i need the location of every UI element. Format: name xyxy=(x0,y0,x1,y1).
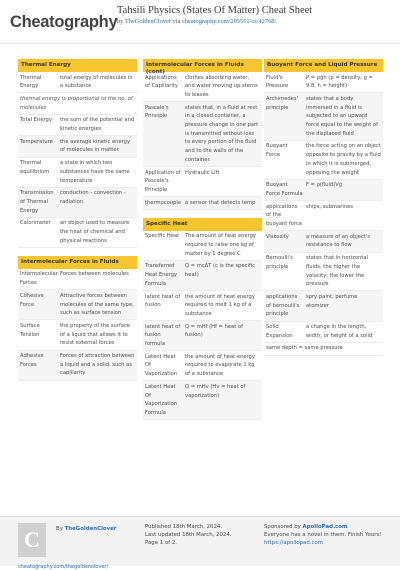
author-link[interactable]: TheGoldenClover xyxy=(124,18,172,25)
row-definition: conduction - convection - radiation xyxy=(60,190,126,205)
table-row xyxy=(264,231,383,252)
row-definition: the force acting on an object opposite to gravity by a fluid in which it is submerged, opposing the weight xyxy=(306,143,381,176)
footer-sponsor-block xyxy=(264,523,389,548)
published-date: Published 18th March, 2024. xyxy=(145,524,223,530)
row-definition: the amount of heat energy required to melt 1 kg of a substance xyxy=(185,293,255,317)
sponsor-link[interactable]: ApolloPad.com xyxy=(302,524,348,530)
row-definition: states that a body immersed in a fluid is subjected to an upward force equal to the weight of the displaced fluid xyxy=(306,95,378,137)
via-text: via xyxy=(172,18,181,25)
table-row xyxy=(143,167,262,197)
table-row xyxy=(143,197,262,210)
row-term: Thermal Energy xyxy=(20,74,42,90)
page-header xyxy=(0,0,400,44)
row-term: Buoyant Force Formula xyxy=(266,182,303,197)
table-row xyxy=(264,93,383,141)
table-row xyxy=(18,320,137,350)
table-row xyxy=(143,351,262,381)
footer-author-url-link[interactable]: cheatography.com/thegoldenclover/ xyxy=(18,564,109,570)
row-term: Surface Tension xyxy=(20,322,40,338)
table-row xyxy=(18,188,137,218)
sheet-url-link[interactable]: cheatography.com/205551/cs/42768/ xyxy=(182,18,277,25)
row-definition: Hydraulic Lift xyxy=(185,169,220,176)
sponsor-prefix: Sponsored by xyxy=(264,524,301,530)
row-definition: a sensor that detects temp xyxy=(185,199,256,206)
table-row xyxy=(264,180,383,201)
row-definition: F = ρ(fluid)Vg xyxy=(306,182,343,189)
sponsor-url-link[interactable]: https://apollopad.com xyxy=(264,540,324,547)
row-definition: a measure of an object's resistance to flow xyxy=(306,233,370,249)
section-intermolecular-forces xyxy=(18,256,137,381)
footer-author-link[interactable]: TheGoldenClover xyxy=(64,526,117,532)
row-definition: the average kinetic energy of molecules in matter xyxy=(60,138,131,154)
row-term: applications of the buoyant force xyxy=(266,203,303,228)
row-definition: The amount of heat energy required to raise one kg of matter by 1 degree C xyxy=(185,233,257,257)
table-row xyxy=(143,261,262,291)
row-term: thermocouple xyxy=(145,199,182,206)
table-row xyxy=(264,201,383,231)
table-row xyxy=(264,141,383,180)
section-note: thermal energy is proportional to the no. of molecules xyxy=(18,93,137,114)
column-3 xyxy=(264,59,383,356)
row-definition: the property of the surface of a liquid that allows it to resist external forces xyxy=(60,322,131,347)
table-row xyxy=(143,231,262,261)
row-definition: Q = mHv (Hv = heat of vaporization) xyxy=(185,383,246,399)
row-definition: the sum of the potential and kinetic energies xyxy=(60,117,135,133)
title-block xyxy=(117,4,397,27)
page-number: Page 1 of 2. xyxy=(145,540,177,547)
section-heading: Buoyant Force and Liquid Pressure xyxy=(264,59,383,72)
section-spacer xyxy=(143,210,262,218)
row-term: Transferred Heat Energy Formula xyxy=(145,263,178,287)
page-footer xyxy=(0,516,400,570)
by-prefix: by xyxy=(117,18,124,25)
byline xyxy=(117,17,397,27)
section-heading: Intermolecular Forces in Fluids (cont) xyxy=(143,59,262,72)
row-term: Transmission of Thermal Energy xyxy=(20,190,54,214)
row-definition: Forces of attraction between a liquid and a solid, such as capillarity xyxy=(60,353,135,377)
row-definition: an object used to measure the heat of chemical and physical reactions xyxy=(60,220,130,244)
row-term: latent heat of fusion formula xyxy=(145,323,181,348)
section-specific-heat xyxy=(143,218,262,420)
cheatography-logo[interactable]: Cheatography xyxy=(10,13,118,31)
table-row xyxy=(264,322,383,343)
footer-by-label: By xyxy=(56,526,63,532)
row-term: Buoyant Force xyxy=(266,143,288,159)
footer-publish-block xyxy=(145,523,255,548)
row-term: Adhesive Forces xyxy=(20,353,44,368)
row-term: Archimedes' principle xyxy=(266,95,299,111)
table-row xyxy=(143,321,262,351)
row-term: Calorimeter xyxy=(20,220,51,227)
table-row xyxy=(18,269,137,290)
row-term: Total Energy xyxy=(20,117,52,124)
row-definition: a change in the length, width, or height of a solid xyxy=(306,324,373,339)
updated-date: Last updated 18th March, 2024. xyxy=(145,532,232,539)
row-definition: Attractive forces between molecules of the same type, such as surface tension xyxy=(60,292,134,317)
page-title: Tahsili Physics (States Of Matter) Cheat Sheet xyxy=(117,5,313,16)
table-row xyxy=(143,72,262,102)
table-row xyxy=(264,291,383,321)
column-2 xyxy=(143,59,262,420)
row-term: Pascale's Principle xyxy=(145,104,169,120)
footer-author-block xyxy=(56,525,136,533)
section-buoyant-force xyxy=(264,59,383,356)
row-definition: clothes absorbing water, and water moving up stems to leaves xyxy=(185,74,258,98)
row-term: Viscosity xyxy=(266,233,289,240)
table-row xyxy=(143,381,262,420)
row-term: Intermolecular Forces xyxy=(20,271,58,287)
row-term: Cohesive Force xyxy=(20,292,44,308)
cheatography-c-logo[interactable]: C xyxy=(18,523,46,557)
section-thermal-energy xyxy=(18,59,137,248)
section-heading: Specific Heat xyxy=(143,218,262,231)
table-row xyxy=(143,291,262,321)
row-term: Latent Heat Of Vaporization Formula xyxy=(145,383,178,416)
row-term: applications of bernoulli's principle xyxy=(266,293,300,318)
row-term: Thermal equilibrium xyxy=(20,160,50,175)
row-definition: Q = mcΔT (c is the specific heat) xyxy=(185,263,256,279)
table-row xyxy=(143,102,262,167)
row-term: Latent Heat Of Vaporization xyxy=(145,353,178,378)
column-1 xyxy=(18,59,137,381)
row-term: latent heat of fusion xyxy=(145,293,181,309)
table-row xyxy=(18,72,137,93)
section-note: same depth = same pressure xyxy=(264,343,383,356)
row-definition: states that in horizontal fluids, the higher the velocity, the lower the pressure xyxy=(306,255,368,288)
table-row xyxy=(18,136,137,157)
row-definition: Forces between molecules xyxy=(60,271,129,278)
row-definition: states that, in a fluid at rest in a closed container, a pressure change in one part is transmitted without loss to every portion of the fluid and to the walls of the container. xyxy=(185,104,259,163)
table-row xyxy=(18,115,137,136)
table-row xyxy=(18,351,137,381)
row-term: Bernoulli's principle xyxy=(266,255,293,270)
row-definition: P = ρgh (ρ = density, g = 9.8, h = height) xyxy=(306,74,373,90)
row-term: Application of Pascale's Principle xyxy=(145,169,181,193)
sponsor-text: Everyone has a novel in them. Finish Yours! xyxy=(264,532,382,539)
table-row xyxy=(264,72,383,93)
row-definition: the amount of heat energy required to evaporate 1 kg of a substance xyxy=(185,353,255,378)
row-term: Temperature xyxy=(20,138,53,145)
row-definition: ships, submarines xyxy=(306,203,353,210)
row-term: Fluid's Pressure xyxy=(266,74,289,90)
table-row xyxy=(18,158,137,188)
row-definition: Q = mHf (Hf = heat of fusion) xyxy=(185,323,243,339)
section-intermolecular-forces-cont xyxy=(143,59,262,210)
section-heading: Thermal Energy xyxy=(18,59,137,72)
row-definition: a state in which two substances have the same temperature xyxy=(60,160,130,184)
row-term: Specific Heat xyxy=(145,233,180,240)
row-term: Applications of Capillarity xyxy=(145,74,178,90)
table-row xyxy=(18,290,137,320)
section-spacer xyxy=(18,248,137,256)
table-row xyxy=(18,218,137,248)
section-heading: Intermolecular Forces in Fluids xyxy=(18,256,137,269)
row-definition: spry paint, perfume atomizer xyxy=(306,293,358,309)
row-definition: total energy of molecules in a substance xyxy=(60,74,133,90)
row-term: Solid Expansion xyxy=(266,324,293,339)
table-row xyxy=(264,253,383,292)
